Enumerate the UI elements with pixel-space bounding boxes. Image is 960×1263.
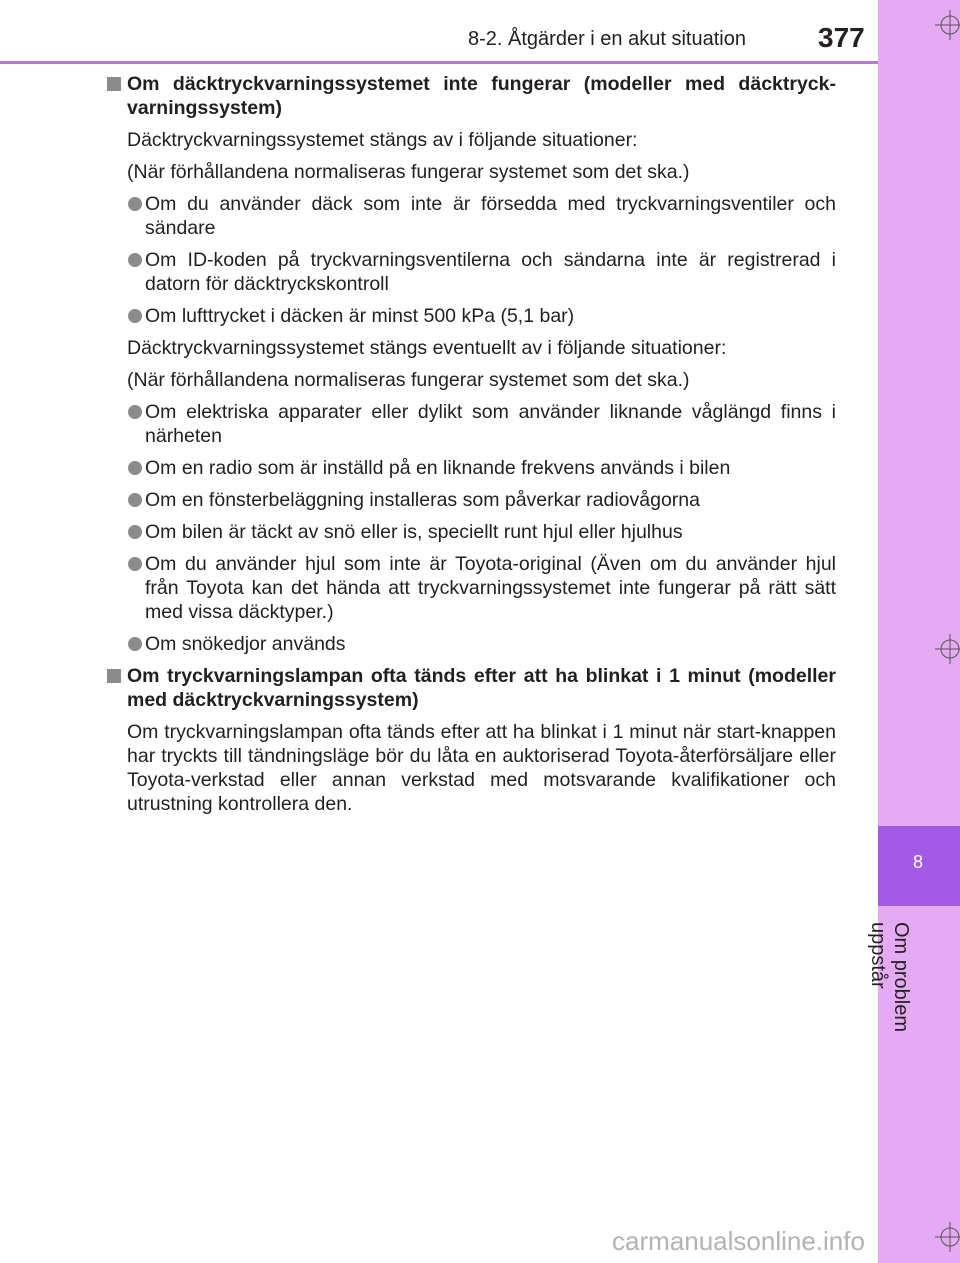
chapter-number: 8 — [912, 852, 923, 872]
square-bullet-icon — [107, 77, 121, 91]
list-item-text: Om bilen är täckt av snö eller is, speciellt runt hjul eller hjulhus — [145, 521, 683, 543]
page-number: 377 — [818, 22, 865, 53]
body-paragraph: Om tryckvarningslampan ofta tänds efter att ha blinkat i 1 minut när start-knappen har tryckts till tändningsläge bör du låta en auktoriserad Toyota-återförsäljare eller Toyota-verkstad eller annan verkstad med motsvarande kvalifikationer och utrustning kontrollera den. — [127, 721, 836, 815]
list-item — [102, 304, 836, 328]
square-bullet-icon — [107, 669, 121, 683]
section-heading — [102, 72, 836, 120]
circle-bullet-icon — [128, 405, 142, 419]
list-item — [102, 520, 836, 544]
page-content — [102, 72, 836, 816]
section-title: 8-2. Åtgärder i en akut situation — [468, 28, 746, 50]
list-item — [102, 248, 836, 296]
registration-mark-icon — [935, 634, 960, 664]
circle-bullet-icon — [128, 637, 142, 651]
circle-bullet-icon — [128, 557, 142, 571]
list-item — [102, 552, 836, 624]
list-item — [102, 400, 836, 448]
section-heading — [102, 664, 836, 712]
list-item-text: Om lufttrycket i däcken är minst 500 kPa (5,1 bar) — [145, 305, 575, 327]
heading-text: Om däcktryckvarningssystemet inte fungerar (modeller med däcktryck-varningssystem) — [127, 73, 836, 119]
body-paragraph: Däcktryckvarningssystemet stängs av i följande situationer: — [127, 129, 638, 151]
list-item — [102, 632, 836, 656]
list-item-text: Om ID-koden på tryckvarningsventilerna och sändarna inte är registrerad i datorn för däcktryckskontroll — [145, 249, 836, 295]
watermark: carmanualsonline.info — [612, 1226, 865, 1256]
registration-mark-icon — [935, 1222, 960, 1252]
circle-bullet-icon — [128, 253, 142, 267]
list-item-text: Om elektriska apparater eller dylikt som använder liknande våglängd finns i närheten — [145, 401, 836, 447]
list-item-text: Om en fönsterbeläggning installeras som påverkar radiovågorna — [145, 489, 700, 511]
list-item — [102, 488, 836, 512]
circle-bullet-icon — [128, 309, 142, 323]
list-item-text: Om en radio som är inställd på en liknande frekvens används i bilen — [145, 457, 731, 479]
list-item-text: Om du använder hjul som inte är Toyota-original (Även om du använder hjul från Toyota kan det hända att tryckvarningssystemet inte fungerar på rätt sätt med vissa däcktyper.) — [145, 553, 836, 623]
heading-text: Om tryckvarningslampan ofta tänds efter att ha blinkat i 1 minut (modeller med däcktryckvarningssystem) — [127, 665, 836, 711]
circle-bullet-icon — [128, 525, 142, 539]
list-item — [102, 456, 836, 480]
body-paragraph: (När förhållandena normaliseras fungerar systemet som det ska.) — [127, 161, 690, 183]
list-item-text: Om snökedjor används — [145, 633, 346, 655]
body-paragraph: Däcktryckvarningssystemet stängs eventuellt av i följande situationer: — [127, 337, 727, 359]
list-item — [102, 192, 836, 240]
registration-mark-icon — [935, 10, 960, 40]
header-rule — [0, 61, 878, 64]
body-paragraph: (När förhållandena normaliseras fungerar systemet som det ska.) — [127, 369, 690, 391]
chapter-label: Om problem uppstår — [867, 922, 912, 1033]
circle-bullet-icon — [128, 493, 142, 507]
list-item-text: Om du använder däck som inte är försedda med tryckvarningsventiler och sändare — [145, 193, 836, 239]
circle-bullet-icon — [128, 461, 142, 475]
circle-bullet-icon — [128, 197, 142, 211]
